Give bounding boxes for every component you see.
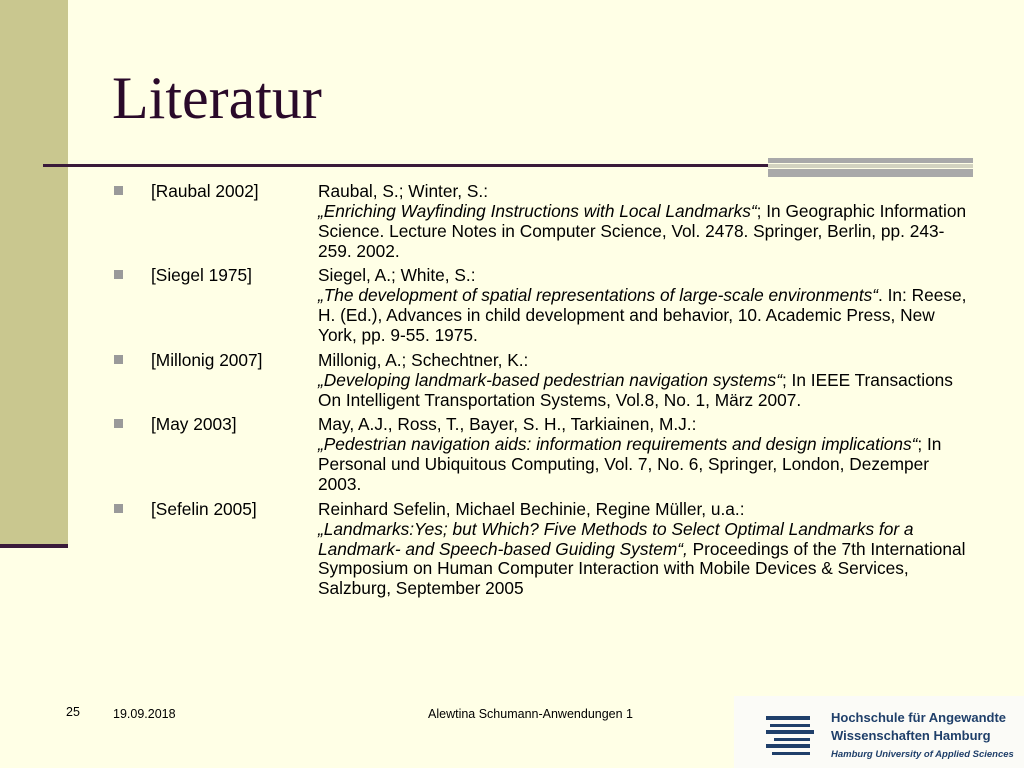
reference-description: [318, 286, 973, 347]
reference-item: [110, 264, 980, 347]
title-decoration: [768, 158, 973, 178]
logo-text-line1: Hochschule für Angewandte: [831, 710, 1007, 725]
reference-authors: Raubal, S.; Winter, S.:: [318, 181, 489, 201]
reference-list: [110, 180, 980, 602]
reference-authors: Millonig, A.; Schechtner, K.:: [318, 349, 529, 370]
footer-date: 19.09.2018: [113, 707, 176, 721]
reference-authors: May, A.J., Ross, T., Bayer, S. H., Tarkiainen, M.J.:: [318, 414, 697, 435]
reference-details: Proceedings of the 7th International Symposium on Human Computer Interaction with Mobile Devices & Services, Salzburg, September 2005: [318, 538, 966, 599]
reference-title: „The development of spatial representations of large-scale environments“: [318, 285, 879, 306]
reference-title: „Pedestrian navigation aids: information requirements and design implications“: [318, 434, 918, 455]
reference-description: [318, 202, 973, 263]
left-accent-bar: [0, 0, 68, 545]
reference-key: [Millonig 2007]: [151, 349, 263, 370]
reference-authors: Reinhard Sefelin, Michael Bechinie, Regine Müller, u.a.:: [318, 498, 745, 519]
slide-title: Literatur: [112, 65, 322, 131]
logo-text-line2: Wissenschaften Hamburg: [831, 728, 991, 743]
haw-logo-icon: [766, 716, 814, 758]
bullet-icon: [114, 270, 123, 279]
bullet-icon: [114, 355, 123, 364]
reference-title: „Landmarks:Yes; but Which? Five Methods to Select Optimal Landmarks for a Landmark- and Speech-based Guiding System“,: [318, 518, 914, 559]
university-logo: [734, 696, 1024, 768]
reference-key: [Siegel 1975]: [151, 265, 252, 286]
reference-description: [318, 520, 973, 601]
reference-title: „Developing landmark-based pedestrian navigation systems“: [318, 369, 782, 390]
reference-authors: Siegel, A.; White, S.:: [318, 265, 476, 286]
reference-title: „Enriching Wayfinding Instructions with Local Landmarks“: [318, 201, 757, 221]
reference-details: ; In Geographic Information Science. Lecture Notes in Computer Science, Vol. 2478. Springer, Berlin, pp. 243-259. 2002.: [318, 201, 967, 261]
reference-details: . In: Reese, H. (Ed.), Advances in child development and behavior, 10. Academic Press, New York, pp. 9-55. 1975.: [318, 285, 967, 345]
reference-key: [Raubal 2002]: [151, 181, 259, 201]
reference-item: [110, 349, 980, 413]
reference-item: [110, 180, 980, 263]
reference-description: [318, 435, 973, 496]
reference-key: [Sefelin 2005]: [151, 498, 257, 519]
reference-description: [318, 371, 973, 413]
bullet-icon: [114, 186, 123, 195]
reference-item: [110, 498, 980, 601]
reference-details: ; In IEEE Transactions On Intelligent Transportation Systems, Vol.8, No. 1, März 2007.: [318, 369, 953, 410]
logo-text-line3: Hamburg University of Applied Sciences: [831, 749, 1014, 760]
reference-item: [110, 413, 980, 496]
reference-details: ; In Personal und Ubiquitous Computing, Vol. 7, No. 6, Springer, London, Dezemper 2003.: [318, 434, 942, 494]
slide-number: 25: [66, 705, 80, 719]
title-divider: [43, 164, 855, 167]
left-accent-bar-base: [0, 544, 68, 548]
reference-key: [May 2003]: [151, 414, 237, 435]
bullet-icon: [114, 419, 123, 428]
bullet-icon: [114, 504, 123, 513]
footer-title: Alewtina Schumann-Anwendungen 1: [428, 707, 633, 721]
